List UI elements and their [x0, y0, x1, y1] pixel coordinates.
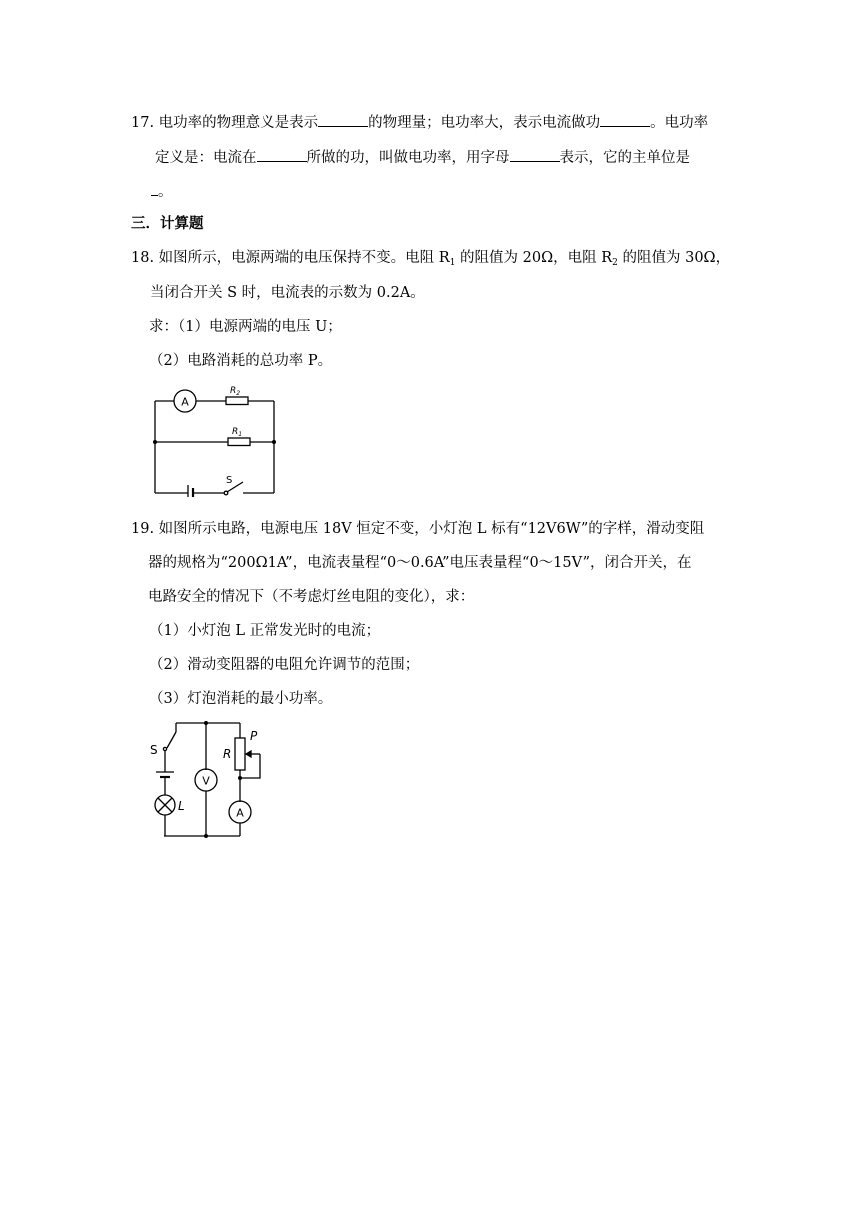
- r2-label: $R_2$: [230, 386, 241, 397]
- q17-line-3: 。: [151, 180, 173, 202]
- q19-line-3: 电路安全的情况下（不考虑灯丝电阻的变化），求：: [148, 589, 475, 605]
- switch-label: S: [226, 475, 233, 486]
- resistor-r2-symbol: [226, 397, 248, 405]
- section-heading: 三．计算题: [131, 216, 204, 232]
- switch-symbol: [167, 732, 176, 748]
- q17-line-1: 17. 电功率的物理意义是表示 的物理量；电功率大，表示电流做功 。电功率: [131, 111, 708, 133]
- q18-line-4: （2）电路消耗的总功率 P。: [149, 353, 333, 369]
- rheostat-symbol: [235, 738, 245, 770]
- slider-label: P: [250, 729, 258, 743]
- q19-line-1: 19. 如图所示电路，电源电压 18V 恒定不变，小灯泡 L 标有“12V6W”的字样，滑动变阻: [131, 521, 705, 537]
- q19-circuit-diagram: [146, 718, 276, 843]
- voltmeter-label: V: [202, 774, 210, 788]
- answer-blank: [151, 180, 158, 196]
- ammeter-label: A: [236, 806, 244, 820]
- answer-blank: [318, 111, 368, 127]
- answer-blank: [510, 146, 560, 162]
- answer-blank: [600, 111, 650, 127]
- q18-circuit-diagram: [148, 385, 288, 497]
- q19-line-6: （3）灯泡消耗的最小功率。: [149, 691, 333, 707]
- q19-number: 19.: [131, 521, 155, 537]
- q18-number: 18.: [131, 250, 155, 266]
- switch-label: S: [150, 743, 158, 757]
- resistor-r1-symbol: [228, 438, 250, 446]
- q19-line-5: （2）滑动变阻器的电阻允许调节的范围；: [149, 657, 420, 673]
- lamp-label: L: [178, 799, 185, 813]
- q18-line-3: 求：（1）电源两端的电压 U；: [149, 319, 342, 335]
- q19-line-2: 器的规格为“200Ω1A”，电流表量程“0～0.6A”电压表量程“0～15V”，闭合开关，在: [148, 555, 692, 571]
- r1-label: $R_1$: [232, 427, 243, 438]
- q17-number: 17.: [131, 115, 155, 131]
- q18-line-2: 当闭合开关 S 时，电流表的示数为 0.2A。: [150, 285, 425, 301]
- q18-line-1: 18. 如图所示，电源两端的电压保持不变。电阻 $R_1$ 的阻值为 20Ω，电阻 $R_2$ 的阻值为 30Ω，: [131, 250, 731, 268]
- rheostat-label: R: [223, 747, 232, 761]
- answer-blank: [257, 146, 307, 162]
- q17-line-2: 定义是：电流在 所做的功，叫做电功率，用字母 表示，它的主单位是: [155, 146, 690, 168]
- q19-line-4: （1）小灯泡 L 正常发光时的电流；: [149, 623, 381, 639]
- ammeter-label: A: [181, 395, 189, 409]
